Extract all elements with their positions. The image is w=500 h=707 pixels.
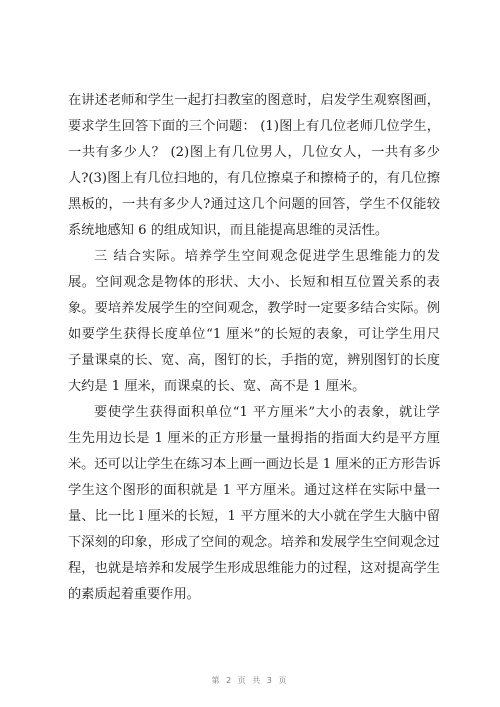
paragraph-2-line-4: 如要学生获得长度单位“1 厘米”的长短的表象，可让学生用尺 [68,327,440,342]
paragraph-2-line-2: 展。空间观念是物体的形状、大小、长短和相互位置关系的表 [68,275,440,290]
paragraph-1-line-5: 黑板的，一共有多少人?通过这几个问题的回答，学生不仅能较 [68,197,440,212]
paragraph-3-line-5: 量、比一比 l 厘米的长短，1 平方厘米的大小就在学生大脑中留 [68,509,440,524]
paragraph-3-line-8: 的素质起着重要作用。 [68,587,200,602]
page-footer: 第 2 页 共 3 页 [211,676,289,685]
paragraph-1-line-3: 一共有多少人？ (2)图上有几位男人，几位女人，一共有多少 [68,145,440,160]
paragraph-1-line-2: 要求学生回答下面的三个问题： (1)图上有几位老师几位学生， [68,119,440,134]
paragraph-2-line-3: 象。要培养发展学生的空间观念，教学时一定要多结合实际。例 [68,301,440,316]
paragraph-1-line-6: 系统地感知 6 的组成知识，而且能提高思维的灵活性。 [68,223,389,238]
paragraph-3-line-6: 下深刻的印象，形成了空间的观念。培养和发展学生空间观念过 [68,535,440,550]
paragraph-3-line-7: 程，也就是培养和发展学生形成思维能力的过程，这对提高学生 [68,561,440,576]
paragraph-3-line-4: 学生这个图形的面积就是 1 平方厘米。通过这样在实际中量一 [68,483,440,498]
paragraph-3-line-3: 米。还可以让学生在练习本上画一画边长是 1 厘米的正方形告诉 [68,457,441,472]
paragraph-1-line-4: 人?(3)图上有几位扫地的，有几位擦桌子和擦椅子的，有几位擦 [68,171,440,186]
paragraph-3-line-2: 生先用边长是 1 厘米的正方形量一量拇指的指面大约是平方厘 [68,431,440,446]
paragraph-1-line-1: 在讲述老师和学生一起打扫教室的图意时，启发学生观察图画， [68,93,440,108]
paragraph-2-line-6: 大约是 1 厘米，而课桌的长、宽、高不是 1 厘米。 [68,379,366,394]
paragraph-2-line-5: 子量课桌的长、宽、高，图钉的长，手指的宽，辨别图钉的长度 [68,353,440,368]
paragraph-3-line-1: 要使学生获得面积单位“1 平方厘米”大小的表象，就让学 [94,405,440,420]
paragraph-2-line-1: 三 结合实际。培养学生空间观念促进学生思维能力的发 [94,249,440,264]
